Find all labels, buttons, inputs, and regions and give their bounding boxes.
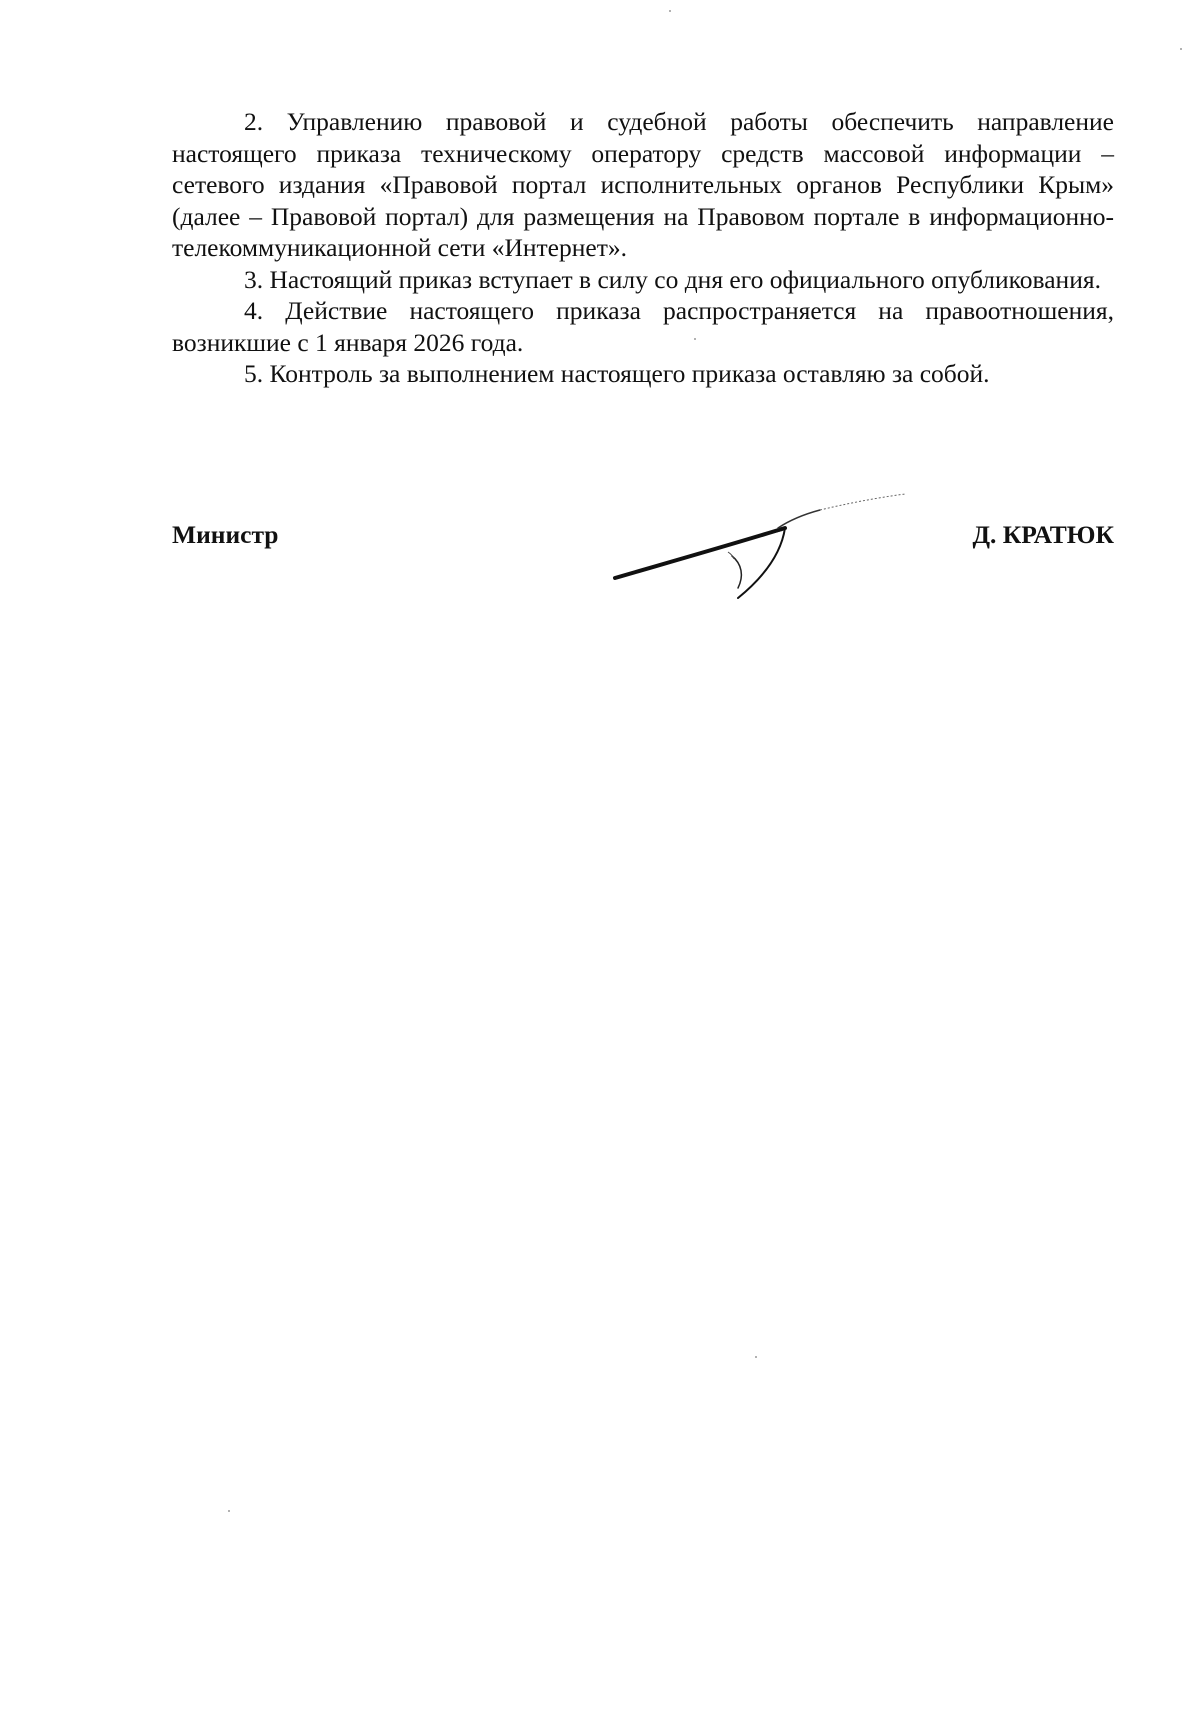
scan-speck [1180, 48, 1182, 50]
scan-speck [228, 1510, 230, 1512]
document-body [172, 106, 1114, 390]
paragraph-3: 3. Настоящий приказ вступает в силу со дня его официального опубликования. [244, 264, 1101, 294]
handwritten-signature [610, 490, 910, 610]
paragraph-5: 5. Контроль за выполнением настоящего приказа оставляю за собой. [244, 359, 990, 388]
signer-position: Министр [172, 520, 279, 549]
signer-name: Д. КРАТЮК [972, 520, 1114, 549]
paragraph-2: 2. Управлению правовой и судебной работы обеспечить направление настоящего приказа техническому оператору средств массовой информации – сетевого издания «Правовой портал исполнительных органов Республики Крым» (далее – Правовой портал) для размещения на Правовом портале в информационно-телекоммуникационной сети «Интернет». [172, 107, 1114, 262]
scan-speck [694, 338, 696, 340]
scan-speck [755, 1356, 757, 1358]
scan-speck [669, 10, 671, 12]
paragraph-4: 4. Действие настоящего приказа распространяется на правоотношения, возникшие с 1 января 2026 года. [172, 296, 1114, 357]
